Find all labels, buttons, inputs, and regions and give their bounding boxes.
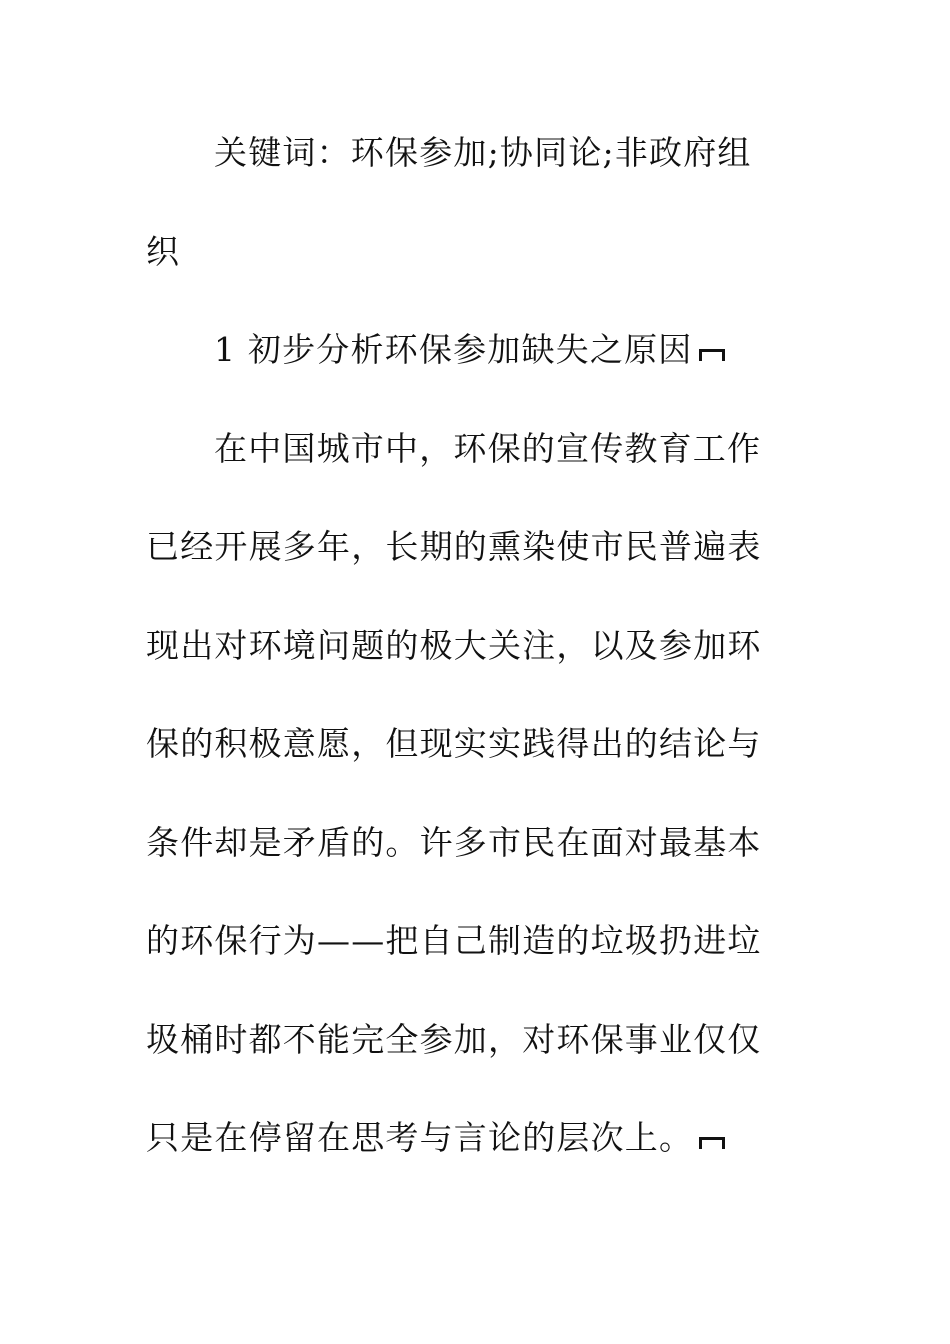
paragraph-line <box>146 512 806 611</box>
paragraph-text: 现出对环境问题的极大关注，以及参加环 <box>146 625 762 665</box>
bracket-mark-icon <box>697 343 727 363</box>
paragraph-text: 保的积极意愿，但现实实践得出的结论与 <box>146 724 762 763</box>
section-heading <box>146 315 806 414</box>
keywords-line <box>146 118 806 217</box>
paragraph-line <box>146 1103 806 1202</box>
paragraph-line <box>146 808 806 907</box>
keywords-continuation <box>146 217 806 316</box>
paragraph-line <box>146 709 806 808</box>
paragraph-line <box>146 611 806 710</box>
paragraph-line <box>146 414 806 513</box>
keywords-continuation-text: 织 <box>146 231 181 271</box>
paragraph-line <box>146 906 806 1005</box>
paragraph-line <box>146 1005 806 1104</box>
keywords-text: 关键词：环保参加;协同论;非政府组 <box>214 133 752 172</box>
paragraph-text: 圾桶时都不能完全参加，对环保事业仅仅 <box>146 1019 762 1059</box>
paragraph-text: 只是在停留在思考与言论的层次上。 <box>146 1118 694 1157</box>
section-heading-text: 1 初步分析环保参加缺失之原因 <box>214 330 693 369</box>
document-page <box>146 118 806 1202</box>
paragraph-text: 在中国城市中，环保的宣传教育工作 <box>214 428 762 468</box>
paragraph-text: 的环保行为——把自己制造的垃圾扔进垃 <box>146 921 762 960</box>
paragraph-text: 条件却是矛盾的。许多市民在面对最基本 <box>146 822 762 862</box>
bracket-mark-icon <box>697 1131 727 1151</box>
paragraph-text: 已经开展多年，长期的熏染使市民普遍表 <box>146 527 762 566</box>
